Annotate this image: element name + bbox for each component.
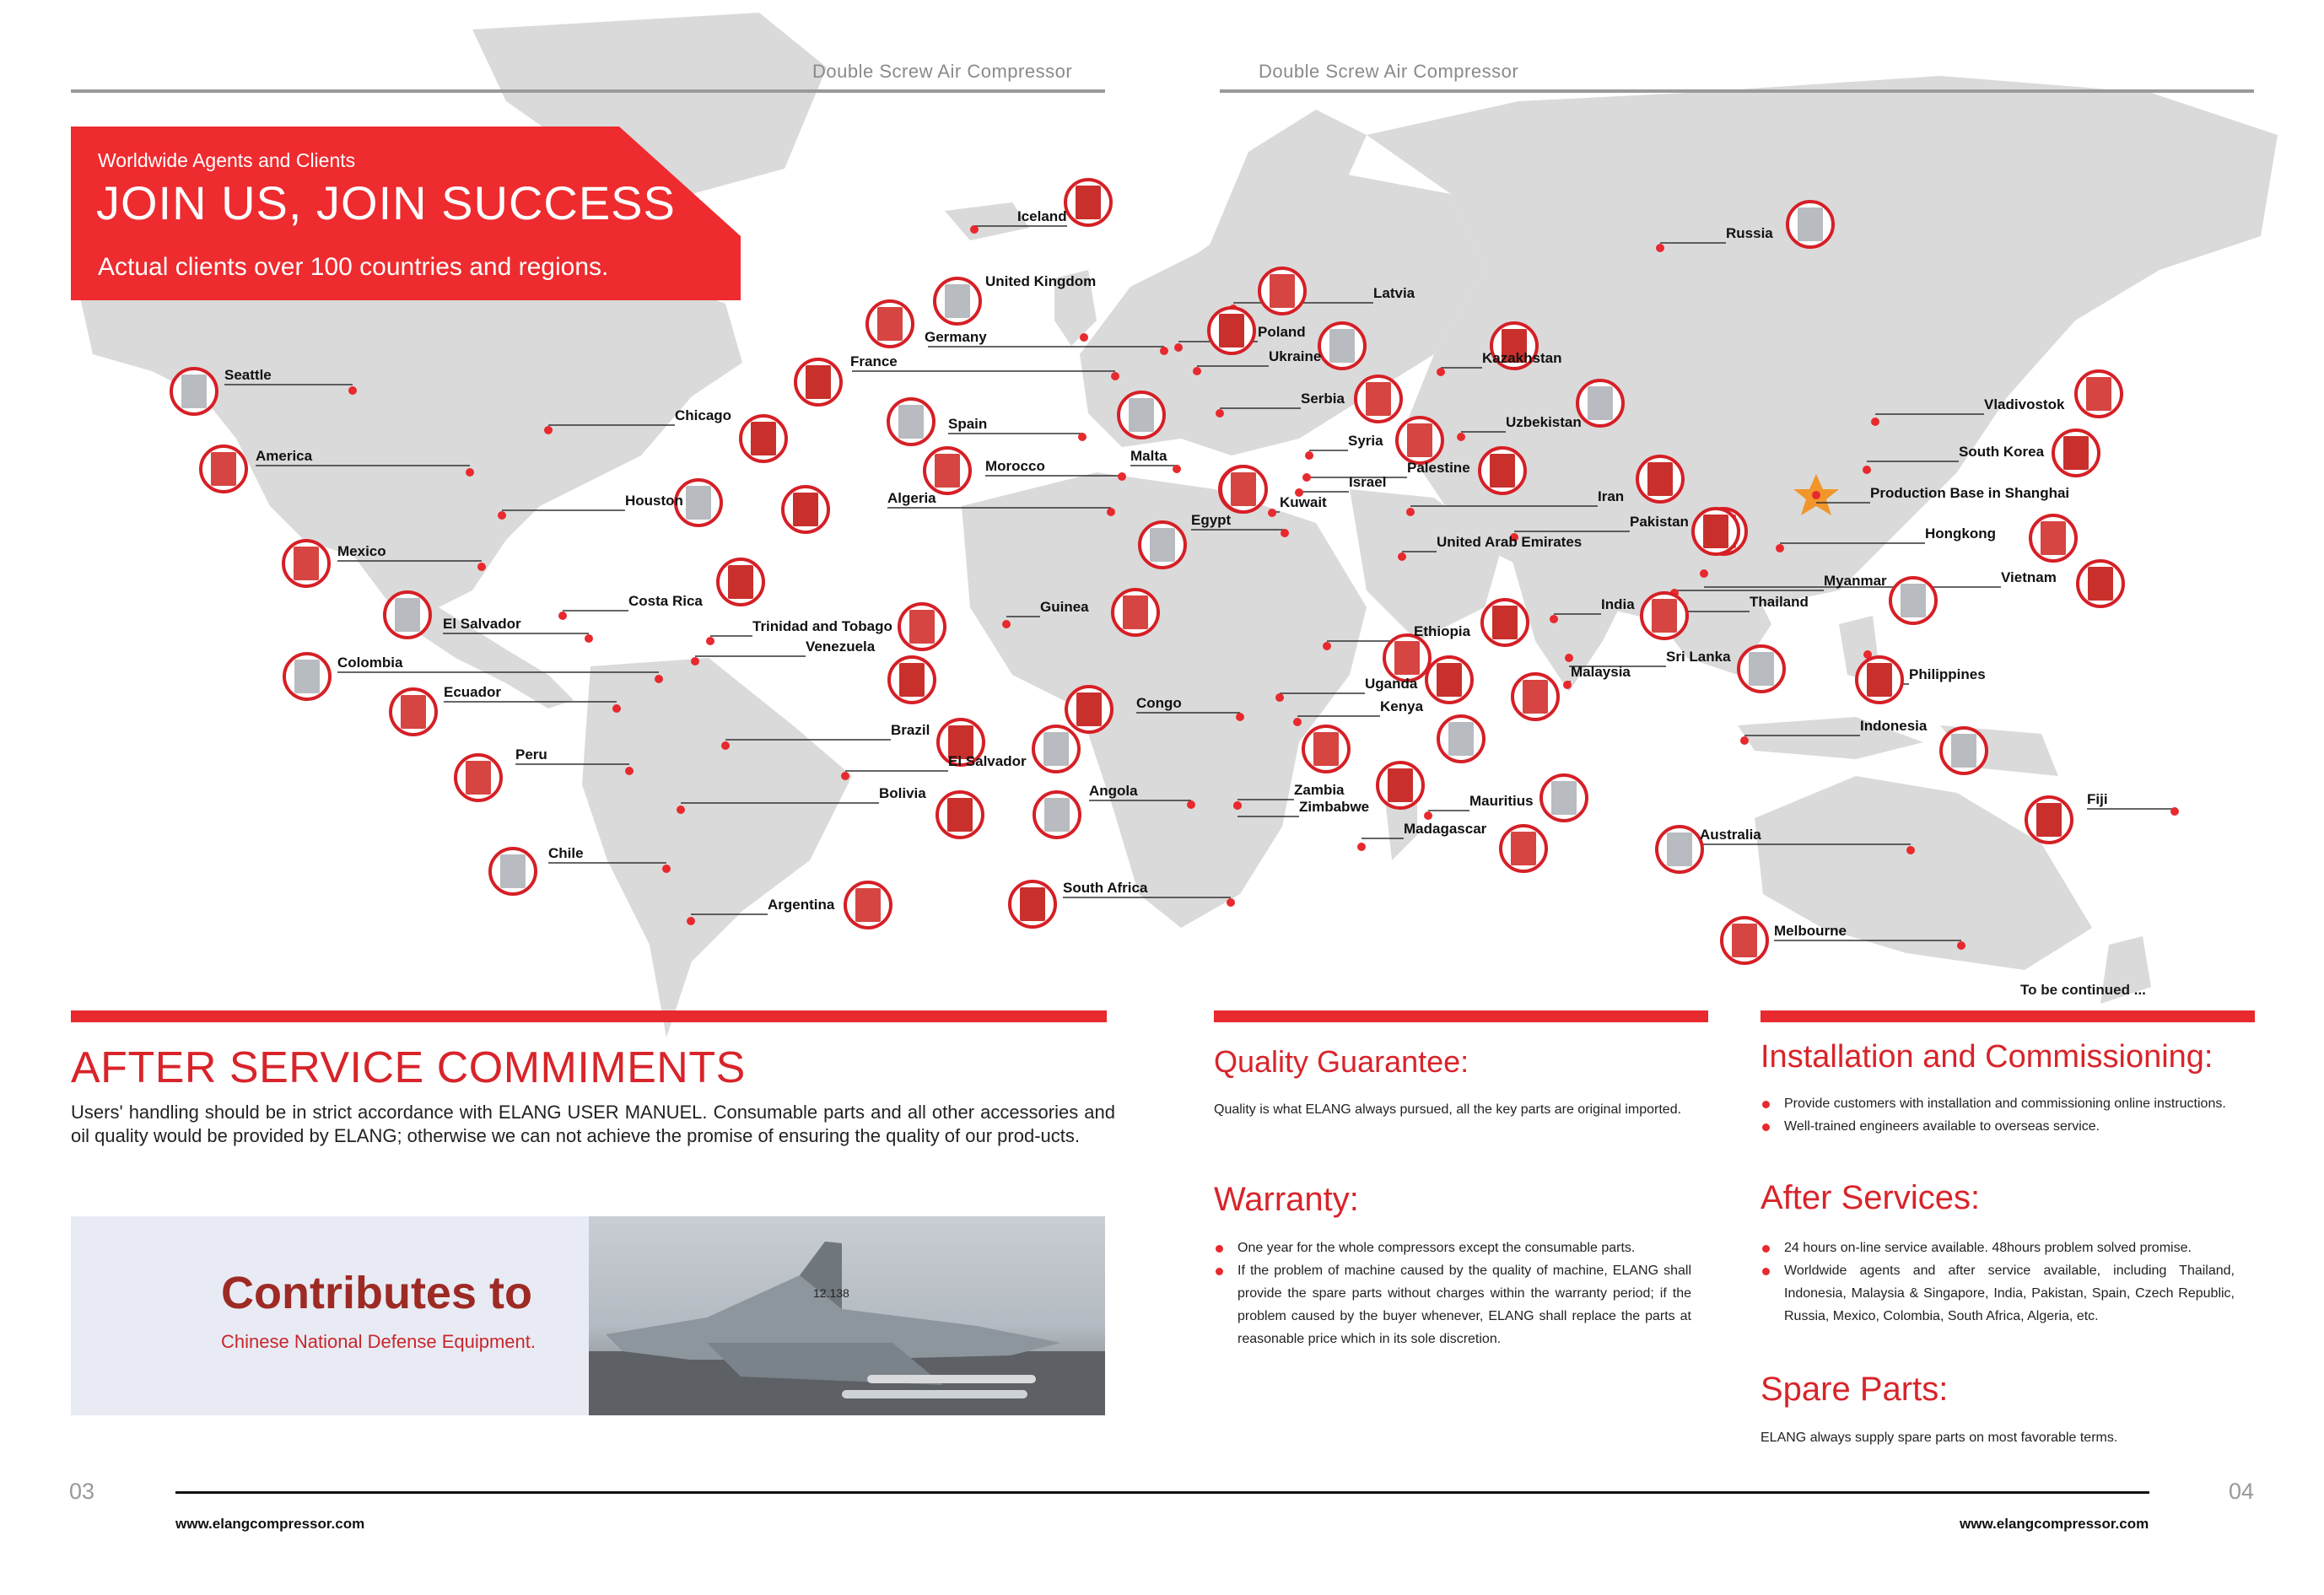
location-dot-angola: [1187, 800, 1195, 809]
location-dot-serbia: [1216, 409, 1224, 418]
warranty-title: Warranty:: [1214, 1181, 1359, 1218]
compressor-icon-algeria: [793, 493, 818, 526]
location-label-mexico: Mexico: [337, 543, 386, 559]
compressor-icon-south-africa: [1020, 887, 1045, 921]
compressor-icon-thailand: [1652, 599, 1677, 633]
location-label-india: India: [1601, 596, 1635, 612]
location-label-mauritius: Mauritius: [1469, 793, 1534, 809]
location-label-houston: Houston: [625, 493, 683, 509]
location-label-peru: Peru: [515, 746, 547, 762]
location-label-ecuador: Ecuador: [444, 684, 502, 700]
location-dot-colombia: [655, 675, 663, 683]
compressor-icon-angola: [1044, 798, 1070, 832]
location-label-trinidad-and-tobago: Trinidad and Tobago: [752, 618, 892, 634]
after-services-item: 24 hours on-line service available. 48hours problem solved promise.: [1761, 1237, 2235, 1259]
location-label-chile: Chile: [548, 845, 584, 861]
location-dot-costa-rica: [558, 612, 567, 620]
compressor-icon-vladivostok: [2086, 377, 2111, 411]
location-dot-argentina: [687, 917, 695, 925]
location-dot-india: [1550, 615, 1558, 623]
location-dot-peru: [625, 767, 634, 775]
compressor-icon-iceland: [1076, 186, 1101, 219]
warranty-item: If the problem of machine caused by the quality of machine, ELANG shall provide the spare parts without charges within the warranty period; if the problem caused by the buyer whenever, ELANG shall replace the parts at reasonable price which in its sole discretion.: [1214, 1259, 1691, 1350]
location-dot-united-kingdom: [1080, 333, 1088, 342]
contributes-title: Contributes to: [221, 1268, 532, 1318]
compressor-icon-egypt: [1150, 528, 1175, 562]
compressor-icon-iran: [1647, 462, 1673, 496]
location-dot-kuwait: [1268, 509, 1276, 517]
location-label-syria: Syria: [1348, 433, 1383, 449]
location-dot-kenya: [1293, 718, 1302, 726]
compressor-icon-malta: [1129, 398, 1154, 432]
location-label-production-base-in-shanghai: Production Base in Shanghai: [1870, 485, 2070, 501]
location-label-fiji: Fiji: [2087, 791, 2108, 807]
location-dot-ecuador: [612, 704, 621, 713]
compressor-icon-ecuador: [401, 695, 426, 729]
page-number-left: 03: [69, 1479, 95, 1504]
location-dot-seattle: [348, 386, 357, 395]
compressor-icon-el-salvador: [395, 598, 420, 632]
location-dot-kazakhstan: [1437, 368, 1445, 376]
location-label-philippines: Philippines: [1909, 666, 1986, 682]
location-label-chicago: Chicago: [675, 407, 732, 423]
location-label-uganda: Uganda: [1365, 676, 1418, 692]
compressor-icon-vietnam: [2088, 567, 2113, 601]
location-label-spain: Spain: [948, 416, 988, 432]
compressor-icon-syria: [1407, 423, 1432, 457]
compressor-icon-mauritius: [1551, 781, 1577, 815]
location-dot-bolivia: [677, 806, 685, 814]
header-right-title: Double Screw Air Compressor: [1259, 61, 1519, 82]
location-label-kenya: Kenya: [1380, 698, 1424, 714]
compressor-icon-germany: [877, 307, 903, 341]
compressor-icon-sri-lanka: [1749, 652, 1774, 686]
location-label-seattle: Seattle: [224, 367, 272, 383]
compressor-icon-uganda: [1437, 663, 1462, 697]
location-label-germany: Germany: [925, 329, 987, 345]
compressor-icon-chile: [500, 854, 526, 888]
location-dot-malta: [1173, 465, 1181, 473]
compressor-icon-colombia: [294, 660, 320, 693]
location-dot-spain: [1078, 433, 1087, 441]
location-dot-venezuela: [691, 657, 699, 665]
location-dot-chile: [662, 865, 671, 873]
location-dot-algeria: [1107, 508, 1115, 516]
location-label-congo: Congo: [1136, 695, 1182, 711]
compressor-icon-philippines: [1867, 663, 1892, 697]
compressor-icon-india: [1492, 606, 1518, 639]
location-label-zambia: Zambia: [1294, 782, 1345, 798]
quality-title: Quality Guarantee:: [1214, 1044, 1469, 1079]
location-label-zimbabwe: Zimbabwe: [1299, 799, 1370, 815]
location-label-uzbekistan: Uzbekistan: [1506, 414, 1582, 430]
compressor-icon-zimbabwe: [1388, 768, 1413, 802]
after-services-list: [1761, 1237, 2235, 1328]
compressor-icon-congo: [1076, 692, 1102, 726]
location-dot-el-salvador: [585, 634, 593, 643]
location-dot-uganda: [1275, 693, 1284, 702]
location-dot-congo: [1236, 713, 1244, 721]
location-dot-mauritius: [1424, 811, 1432, 820]
location-label-hongkong: Hongkong: [1925, 525, 1997, 542]
compressor-icon-chicago: [751, 422, 776, 455]
location-dot-guinea: [1002, 620, 1011, 628]
compressor-icon-venezuela: [899, 663, 925, 697]
location-label-vietnam: Vietnam: [2001, 569, 2057, 585]
compressor-icon-serbia: [1366, 382, 1391, 416]
location-label-thailand: Thailand: [1750, 594, 1809, 610]
location-label-serbia: Serbia: [1301, 391, 1345, 407]
compressor-icon-costa-rica: [728, 565, 753, 599]
location-label-pakistan: Pakistan: [1630, 514, 1689, 530]
spare-parts-title: Spare Parts:: [1761, 1371, 1949, 1408]
location-label-venezuela: Venezuela: [806, 639, 876, 655]
compressor-icon-kenya: [1448, 722, 1474, 756]
compressor-icon-south-korea: [2063, 436, 2089, 470]
after-services-item: Worldwide agents and after service available, including Thailand, Indonesia, Malaysia & Singapore, India, Pakistan, Spain, Czech Republic, Russia, Mexico, Colombia, South Africa, Algeria, etc.: [1761, 1259, 2235, 1328]
header-left-title: Double Screw Air Compressor: [812, 61, 1073, 82]
compressor-icon-malaysia: [1523, 680, 1548, 714]
fighter-jet-photo: [589, 1216, 1105, 1415]
compressor-icon-ukraine: [1329, 329, 1355, 363]
location-label-palestine: Palestine: [1407, 460, 1470, 476]
header-right-rule: [1220, 89, 2254, 93]
location-label-united-kingdom: United Kingdom: [985, 273, 1097, 289]
location-label-colombia: Colombia: [337, 655, 403, 671]
location-label-malaysia: Malaysia: [1571, 664, 1631, 680]
location-dot-houston: [498, 511, 506, 520]
location-dot-sri-lanka: [1565, 654, 1573, 662]
compressor-icon-united-kingdom: [945, 284, 970, 318]
section-bar-left: [71, 1010, 1107, 1022]
location-label-egypt: Egypt: [1191, 512, 1232, 528]
location-dot-chicago: [544, 426, 553, 434]
location-label-poland: Poland: [1258, 324, 1306, 340]
banner-description: Actual clients over 100 countries and regions.: [98, 253, 609, 281]
footer-url-right[interactable]: www.elangcompressor.com: [1960, 1516, 2149, 1532]
location-dot-south-africa: [1227, 898, 1235, 907]
compressor-icon-indonesia: [1951, 734, 1976, 768]
location-label-brazil: Brazil: [891, 722, 930, 738]
location-label-melbourne: Melbourne: [1774, 923, 1847, 939]
location-label-algeria: Algeria: [887, 490, 936, 506]
compressor-icon-palestine: [1490, 454, 1515, 488]
location-dot-hongkong: [1776, 544, 1784, 552]
compressor-icon-melbourne: [1732, 924, 1757, 957]
location-label-el-salvador: El Salvador: [443, 616, 521, 632]
location-dot-madagascar: [1357, 843, 1366, 851]
compressor-icon-latvia: [1270, 274, 1295, 308]
location-dot-poland: [1174, 343, 1183, 352]
warranty-list: [1214, 1237, 1691, 1350]
location-dot-melbourne: [1957, 941, 1965, 950]
location-dot-vietnam: [1700, 569, 1708, 578]
location-dot-malaysia: [1563, 681, 1572, 689]
location-label-ethiopia: Ethiopia: [1414, 623, 1471, 639]
compressor-icon-america: [211, 452, 236, 486]
compressor-icon-seattle: [181, 375, 207, 408]
after-services-title: After Services:: [1761, 1179, 1981, 1216]
compressor-icon-australia: [1667, 833, 1692, 866]
location-label-america: America: [256, 448, 313, 464]
compressor-icon-peru: [466, 761, 491, 795]
location-label-indonesia: Indonesia: [1860, 718, 1928, 734]
compressor-icon-el-salvador: [1043, 732, 1069, 766]
location-label-iceland: Iceland: [1017, 208, 1067, 224]
page-number-right: 04: [2229, 1479, 2255, 1504]
location-label-russia: Russia: [1726, 225, 1773, 241]
location-dot-united-arab-emirates: [1398, 552, 1406, 561]
location-label-france: France: [850, 353, 898, 369]
compressor-icon-argentina: [855, 888, 881, 922]
compressor-icon-ethiopia: [1394, 641, 1420, 675]
location-label-ukraine: Ukraine: [1269, 348, 1322, 364]
quality-text: Quality is what ELANG always pursued, all the key parts are original imported.: [1214, 1102, 1682, 1117]
location-dot-zimbabwe: [1233, 801, 1242, 810]
contributes-banner: [71, 1216, 1105, 1415]
location-label-united-arab-emirates: United Arab Emirates: [1437, 534, 1583, 550]
compressor-icon-poland: [1219, 314, 1244, 348]
spare-parts-text: ELANG always supply spare parts on most favorable terms.: [1761, 1431, 2118, 1445]
compressor-icon-mexico: [294, 547, 319, 580]
location-dot-indonesia: [1740, 736, 1749, 745]
location-dot-mexico: [477, 563, 486, 571]
location-dot-syria: [1305, 451, 1313, 460]
compressor-icon-bolivia: [947, 798, 973, 832]
continued-note: To be continued ...: [2020, 982, 2146, 998]
location-label-el-salvador: El Salvador: [948, 753, 1027, 769]
location-dot-trinidad-and-tobago: [706, 637, 714, 645]
compressor-icon-kuwait: [1231, 472, 1256, 506]
installation-title: Installation and Commissioning:: [1761, 1039, 2213, 1075]
compressor-icon-guinea: [1123, 595, 1148, 629]
location-label-south-korea: South Korea: [1959, 444, 2045, 460]
banner-subtitle: Worldwide Agents and Clients: [98, 149, 356, 171]
location-label-angola: Angola: [1089, 783, 1138, 799]
banner-title: JOIN US, JOIN SUCCESS: [96, 176, 676, 229]
compressor-icon-zambia: [1313, 732, 1339, 766]
location-dot-south-korea: [1863, 466, 1871, 474]
location-label-bolivia: Bolivia: [879, 785, 926, 801]
location-dot-production-base-in-shanghai: [1812, 491, 1820, 499]
location-label-guinea: Guinea: [1040, 599, 1089, 615]
location-dot-france: [1111, 372, 1119, 380]
compressor-icon-united-arab-emirates: [1703, 515, 1728, 548]
location-label-latvia: Latvia: [1373, 285, 1415, 301]
installation-item: Well-trained engineers available to overseas service.: [1761, 1115, 2235, 1138]
location-label-costa-rica: Costa Rica: [628, 593, 703, 609]
location-dot-russia: [1656, 244, 1664, 252]
location-dot-el-salvador: [841, 772, 849, 780]
location-label-madagascar: Madagascar: [1404, 821, 1487, 837]
jet-number: 12.138: [813, 1286, 849, 1300]
location-label-kuwait: Kuwait: [1280, 494, 1327, 510]
compressor-icon-madagascar: [1511, 832, 1536, 865]
location-label-argentina: Argentina: [768, 897, 835, 913]
compressor-icon-trinidad-and-tobago: [909, 610, 935, 644]
location-dot-america: [466, 468, 474, 477]
location-label-malta: Malta: [1130, 448, 1167, 464]
warranty-item: One year for the whole compressors except the consumable parts.: [1214, 1237, 1691, 1259]
compressor-icon-houston: [686, 486, 711, 520]
location-label-australia: Australia: [1700, 827, 1761, 843]
location-label-morocco: Morocco: [985, 458, 1045, 474]
after-service-title: AFTER SERVICE COMMIMENTS: [71, 1043, 746, 1092]
section-bar-right: [1761, 1010, 2255, 1022]
compressor-icon-fiji: [2036, 803, 2062, 837]
location-dot-iceland: [970, 225, 979, 234]
location-label-south-africa: South Africa: [1063, 880, 1148, 896]
location-dot-ukraine: [1193, 367, 1201, 375]
location-label-myanmar: Myanmar: [1824, 573, 1887, 589]
section-bar-middle: [1214, 1010, 1708, 1022]
location-dot-australia: [1906, 846, 1915, 854]
compressor-icon-myanmar: [1901, 584, 1926, 617]
location-dot-palestine: [1302, 473, 1311, 482]
location-label-israel: Israel: [1349, 474, 1387, 490]
footer-rule: [175, 1491, 2149, 1494]
compressor-icon-hongkong: [2041, 521, 2066, 555]
compressor-icon-uzbekistan: [1588, 386, 1613, 420]
location-dot-ethiopia: [1323, 642, 1331, 650]
after-service-text: Users' handling should be in strict accordance with ELANG USER MANUEL. Consumable parts and all other accessories and oil quality would be provided by ELANG; otherwise we can not achieve the promise of ensuring the quality of our prod-ucts.: [71, 1102, 1115, 1146]
location-dot-egypt: [1281, 529, 1289, 537]
header-left-rule: [71, 89, 1105, 93]
location-dot-brazil: [721, 741, 730, 750]
compressor-icon-morocco: [935, 454, 960, 488]
footer-url-left[interactable]: www.elangcompressor.com: [175, 1516, 365, 1532]
installation-list: [1761, 1092, 2235, 1138]
location-label-sri-lanka: Sri Lanka: [1666, 649, 1731, 665]
compressor-icon-france: [806, 365, 831, 399]
location-dot-germany: [1160, 347, 1168, 355]
location-label-kazakhstan: Kazakhstan: [1482, 350, 1562, 366]
location-dot-uzbekistan: [1457, 433, 1465, 441]
location-dot-morocco: [1118, 472, 1126, 481]
contributes-subtitle: Chinese National Defense Equipment.: [221, 1331, 537, 1352]
location-label-vladivostok: Vladivostok: [1984, 396, 2065, 412]
location-dot-fiji: [2170, 807, 2179, 816]
location-label-iran: Iran: [1598, 488, 1625, 504]
compressor-icon-russia: [1798, 207, 1823, 241]
location-dot-vladivostok: [1871, 418, 1879, 426]
location-dot-iran: [1406, 508, 1415, 516]
installation-item: Provide customers with installation and commissioning online instructions.: [1761, 1092, 2235, 1115]
compressor-icon-spain: [898, 405, 924, 439]
